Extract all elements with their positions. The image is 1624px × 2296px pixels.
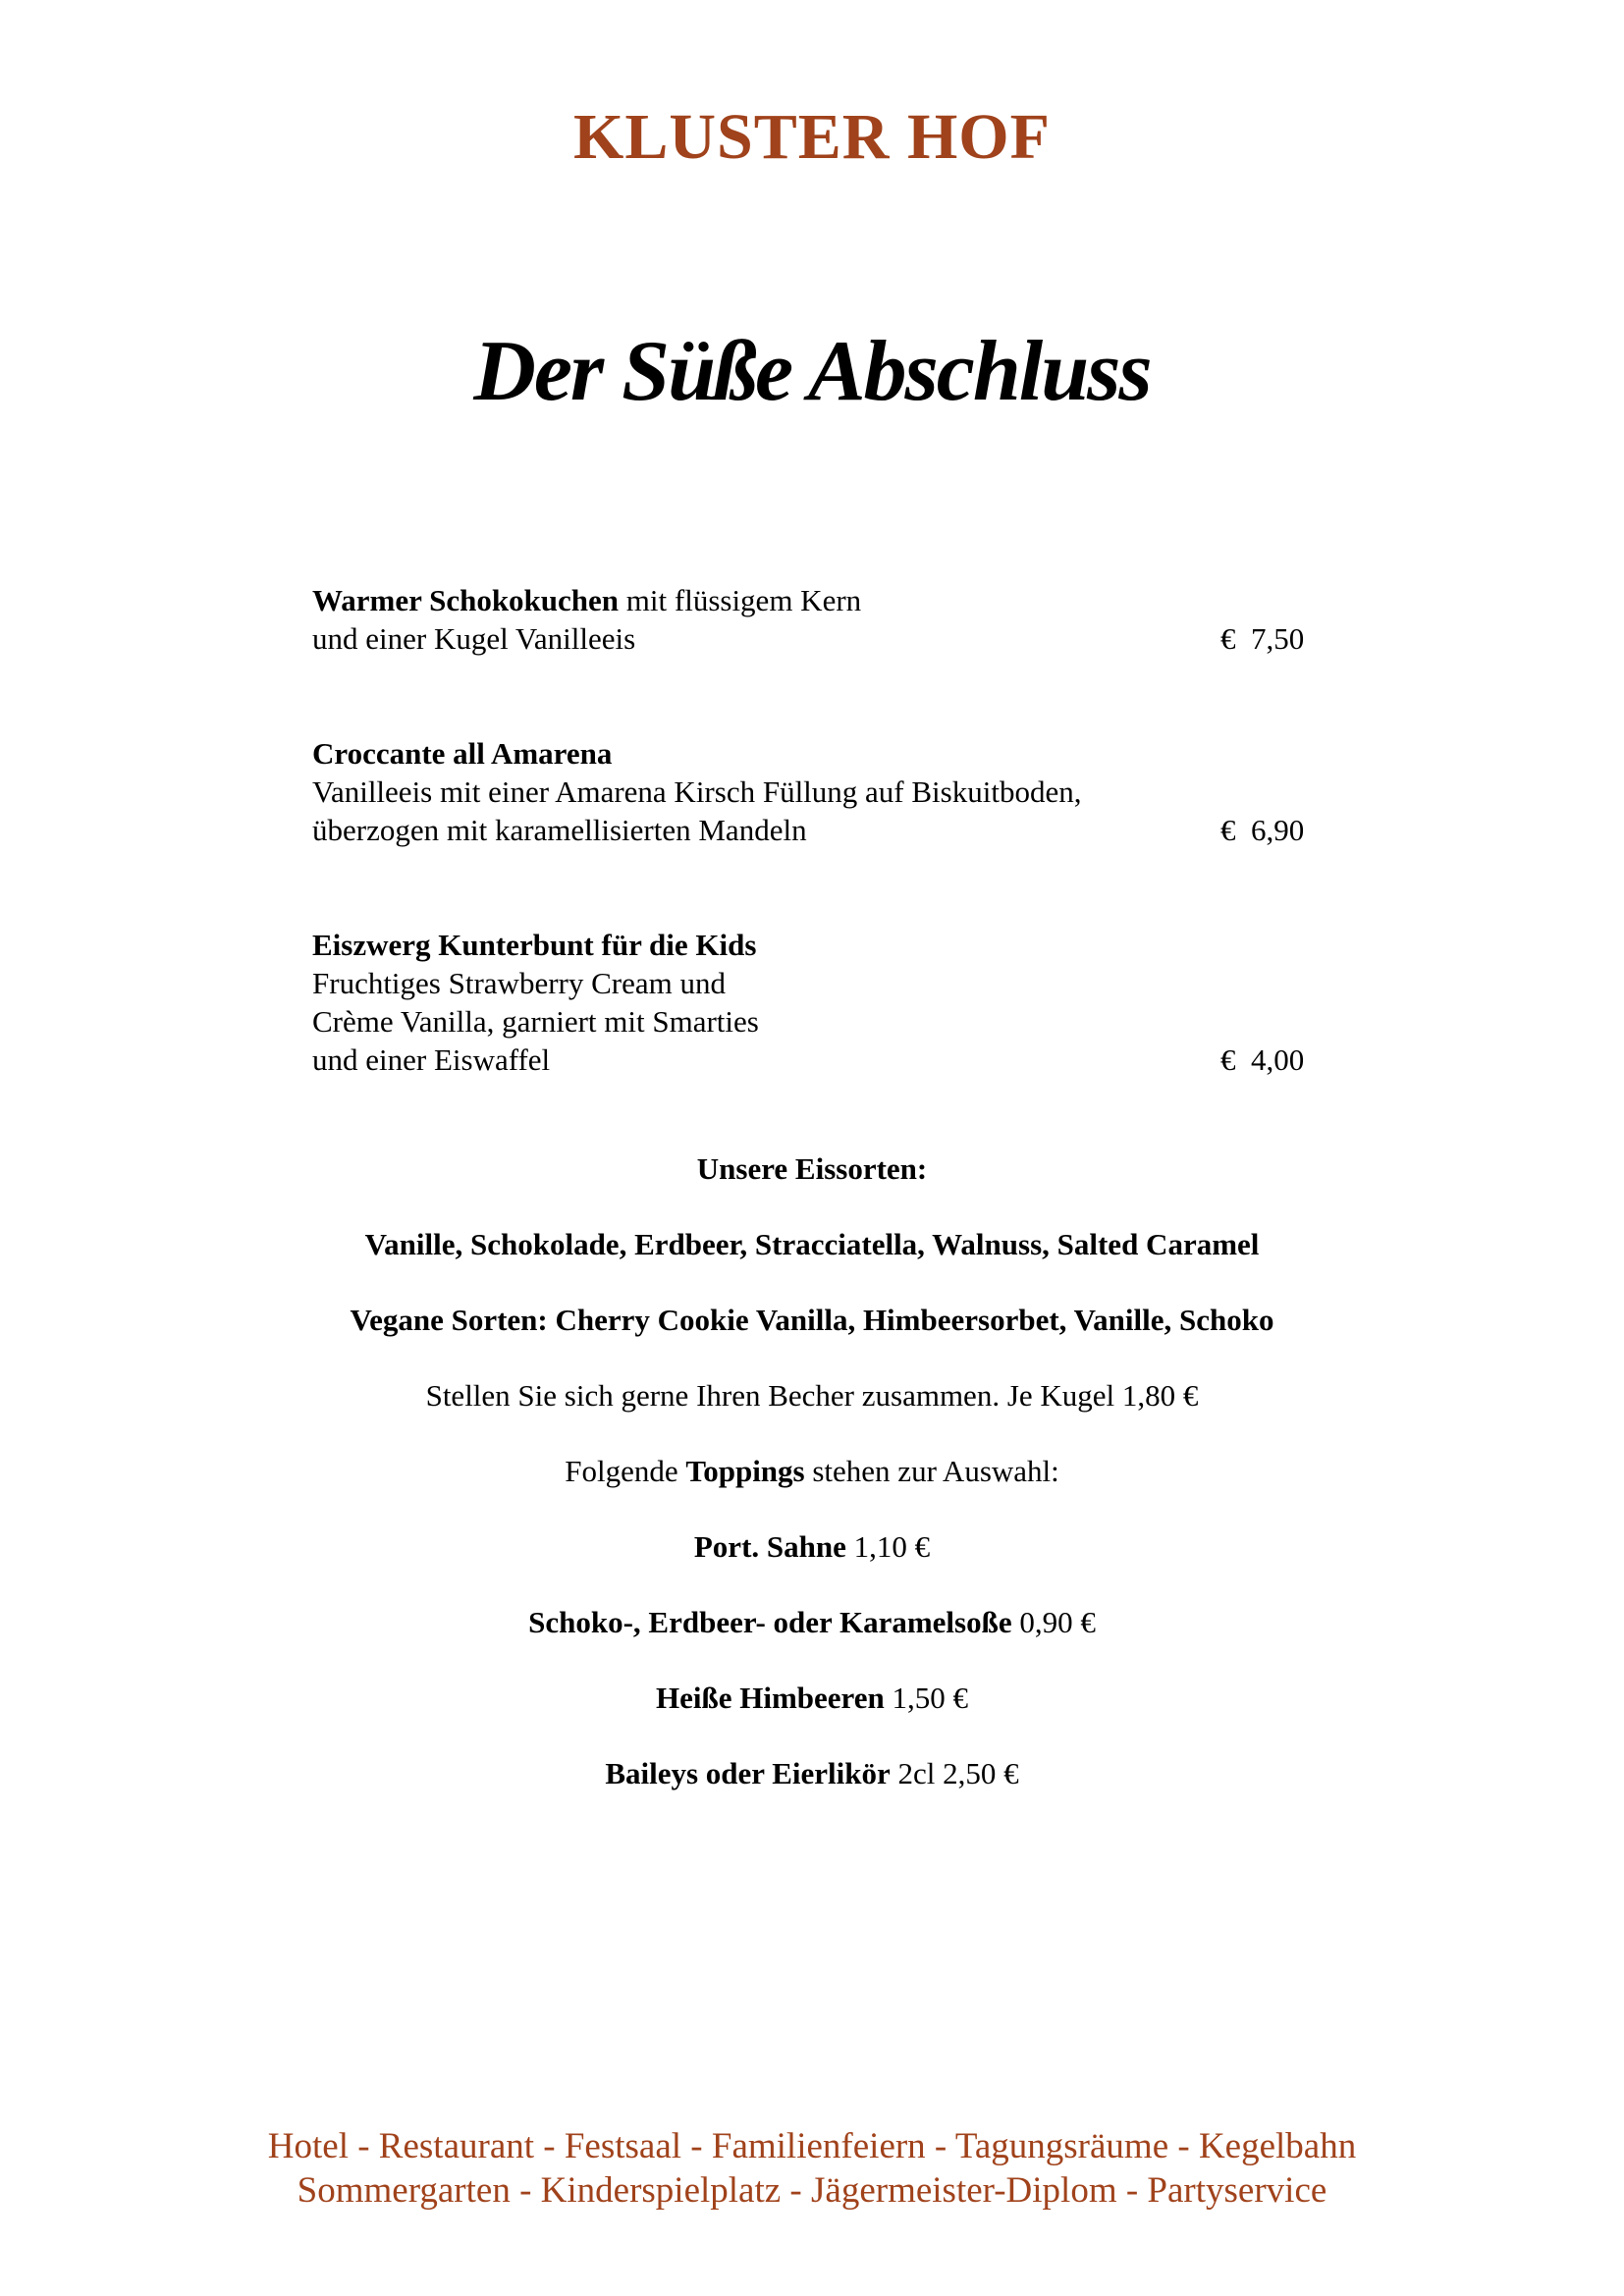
ice-flavors: Vanille, Schokolade, Erdbeer, Stracciatella, Walnuss, Salted Caramel — [364, 1227, 1260, 1261]
dish-item — [312, 581, 1319, 658]
topping-price: 2cl 2,50 € — [890, 1756, 1019, 1790]
footer — [0, 2124, 1624, 2213]
topping-name: Schoko-, Erdbeer- oder Karamelsoße — [528, 1605, 1012, 1639]
topping-price: 1,10 € — [845, 1529, 931, 1564]
topping-name: Baileys oder Eierlikör — [605, 1756, 891, 1790]
dish-price: € 6,90 — [1220, 813, 1305, 847]
dish-item — [312, 734, 1319, 849]
toppings-intro-post: stehen zur Auswahl: — [804, 1454, 1059, 1488]
dish-description: und einer Eiswaffel — [312, 1042, 551, 1077]
dish-price: € 7,50 — [1220, 621, 1305, 656]
dish-description: Fruchtiges Strawberry Cream und — [312, 966, 726, 1000]
topping-item — [0, 1527, 1624, 1603]
topping-name: Port. Sahne — [693, 1529, 846, 1564]
topping-name: Heiße Himbeeren — [656, 1681, 885, 1715]
toppings-intro — [0, 1452, 1624, 1527]
ice-cream-section — [0, 1149, 1624, 1830]
dish-price: € 4,00 — [1220, 1042, 1305, 1077]
vegan-flavors: Vegane Sorten: Cherry Cookie Vanilla, Himbeersorbet, Vanille, Schoko — [350, 1303, 1274, 1337]
dish-description: überzogen mit karamellisierten Mandeln — [312, 813, 807, 847]
dish-name: Warmer Schokokuchen — [312, 583, 620, 617]
dish-name-suffix: mit flüssigem Kern — [619, 583, 862, 617]
footer-services-line-2: Sommergarten - Kinderspielplatz - Jägermeister-Diplom - Partyservice — [297, 2170, 1327, 2211]
topping-item — [0, 1603, 1624, 1679]
dish-name: Croccante all Amarena — [312, 736, 613, 771]
footer-services-line-1: Hotel - Restaurant - Festsaal - Familienfeiern - Tagungsräume - Kegelbahn — [267, 2126, 1357, 2166]
menu-title: Der Süße Abschluss — [473, 324, 1151, 419]
ice-heading: Unsere Eissorten: — [696, 1151, 928, 1186]
toppings-intro-bold: Toppings — [685, 1454, 805, 1488]
restaurant-name: KLUSTER HOF — [573, 101, 1051, 173]
dish-description: Crème Vanilla, garniert mit Smarties — [312, 1004, 759, 1039]
dish-item — [312, 926, 1319, 1079]
toppings-intro-pre: Folgende — [565, 1454, 686, 1488]
scoop-price-note: Stellen Sie sich gerne Ihren Becher zusammen. Je Kugel 1,80 € — [425, 1378, 1199, 1413]
topping-item — [0, 1754, 1624, 1830]
topping-item — [0, 1679, 1624, 1754]
topping-price: 0,90 € — [1011, 1605, 1096, 1639]
dessert-list — [312, 581, 1319, 1155]
topping-price: 1,50 € — [884, 1681, 968, 1715]
dish-description: Vanilleeis mit einer Amarena Kirsch Füllung auf Biskuitboden, — [312, 774, 1082, 809]
dish-name: Eiszwerg Kunterbunt für die Kids — [312, 928, 757, 962]
dish-description: und einer Kugel Vanilleeis — [312, 621, 636, 656]
